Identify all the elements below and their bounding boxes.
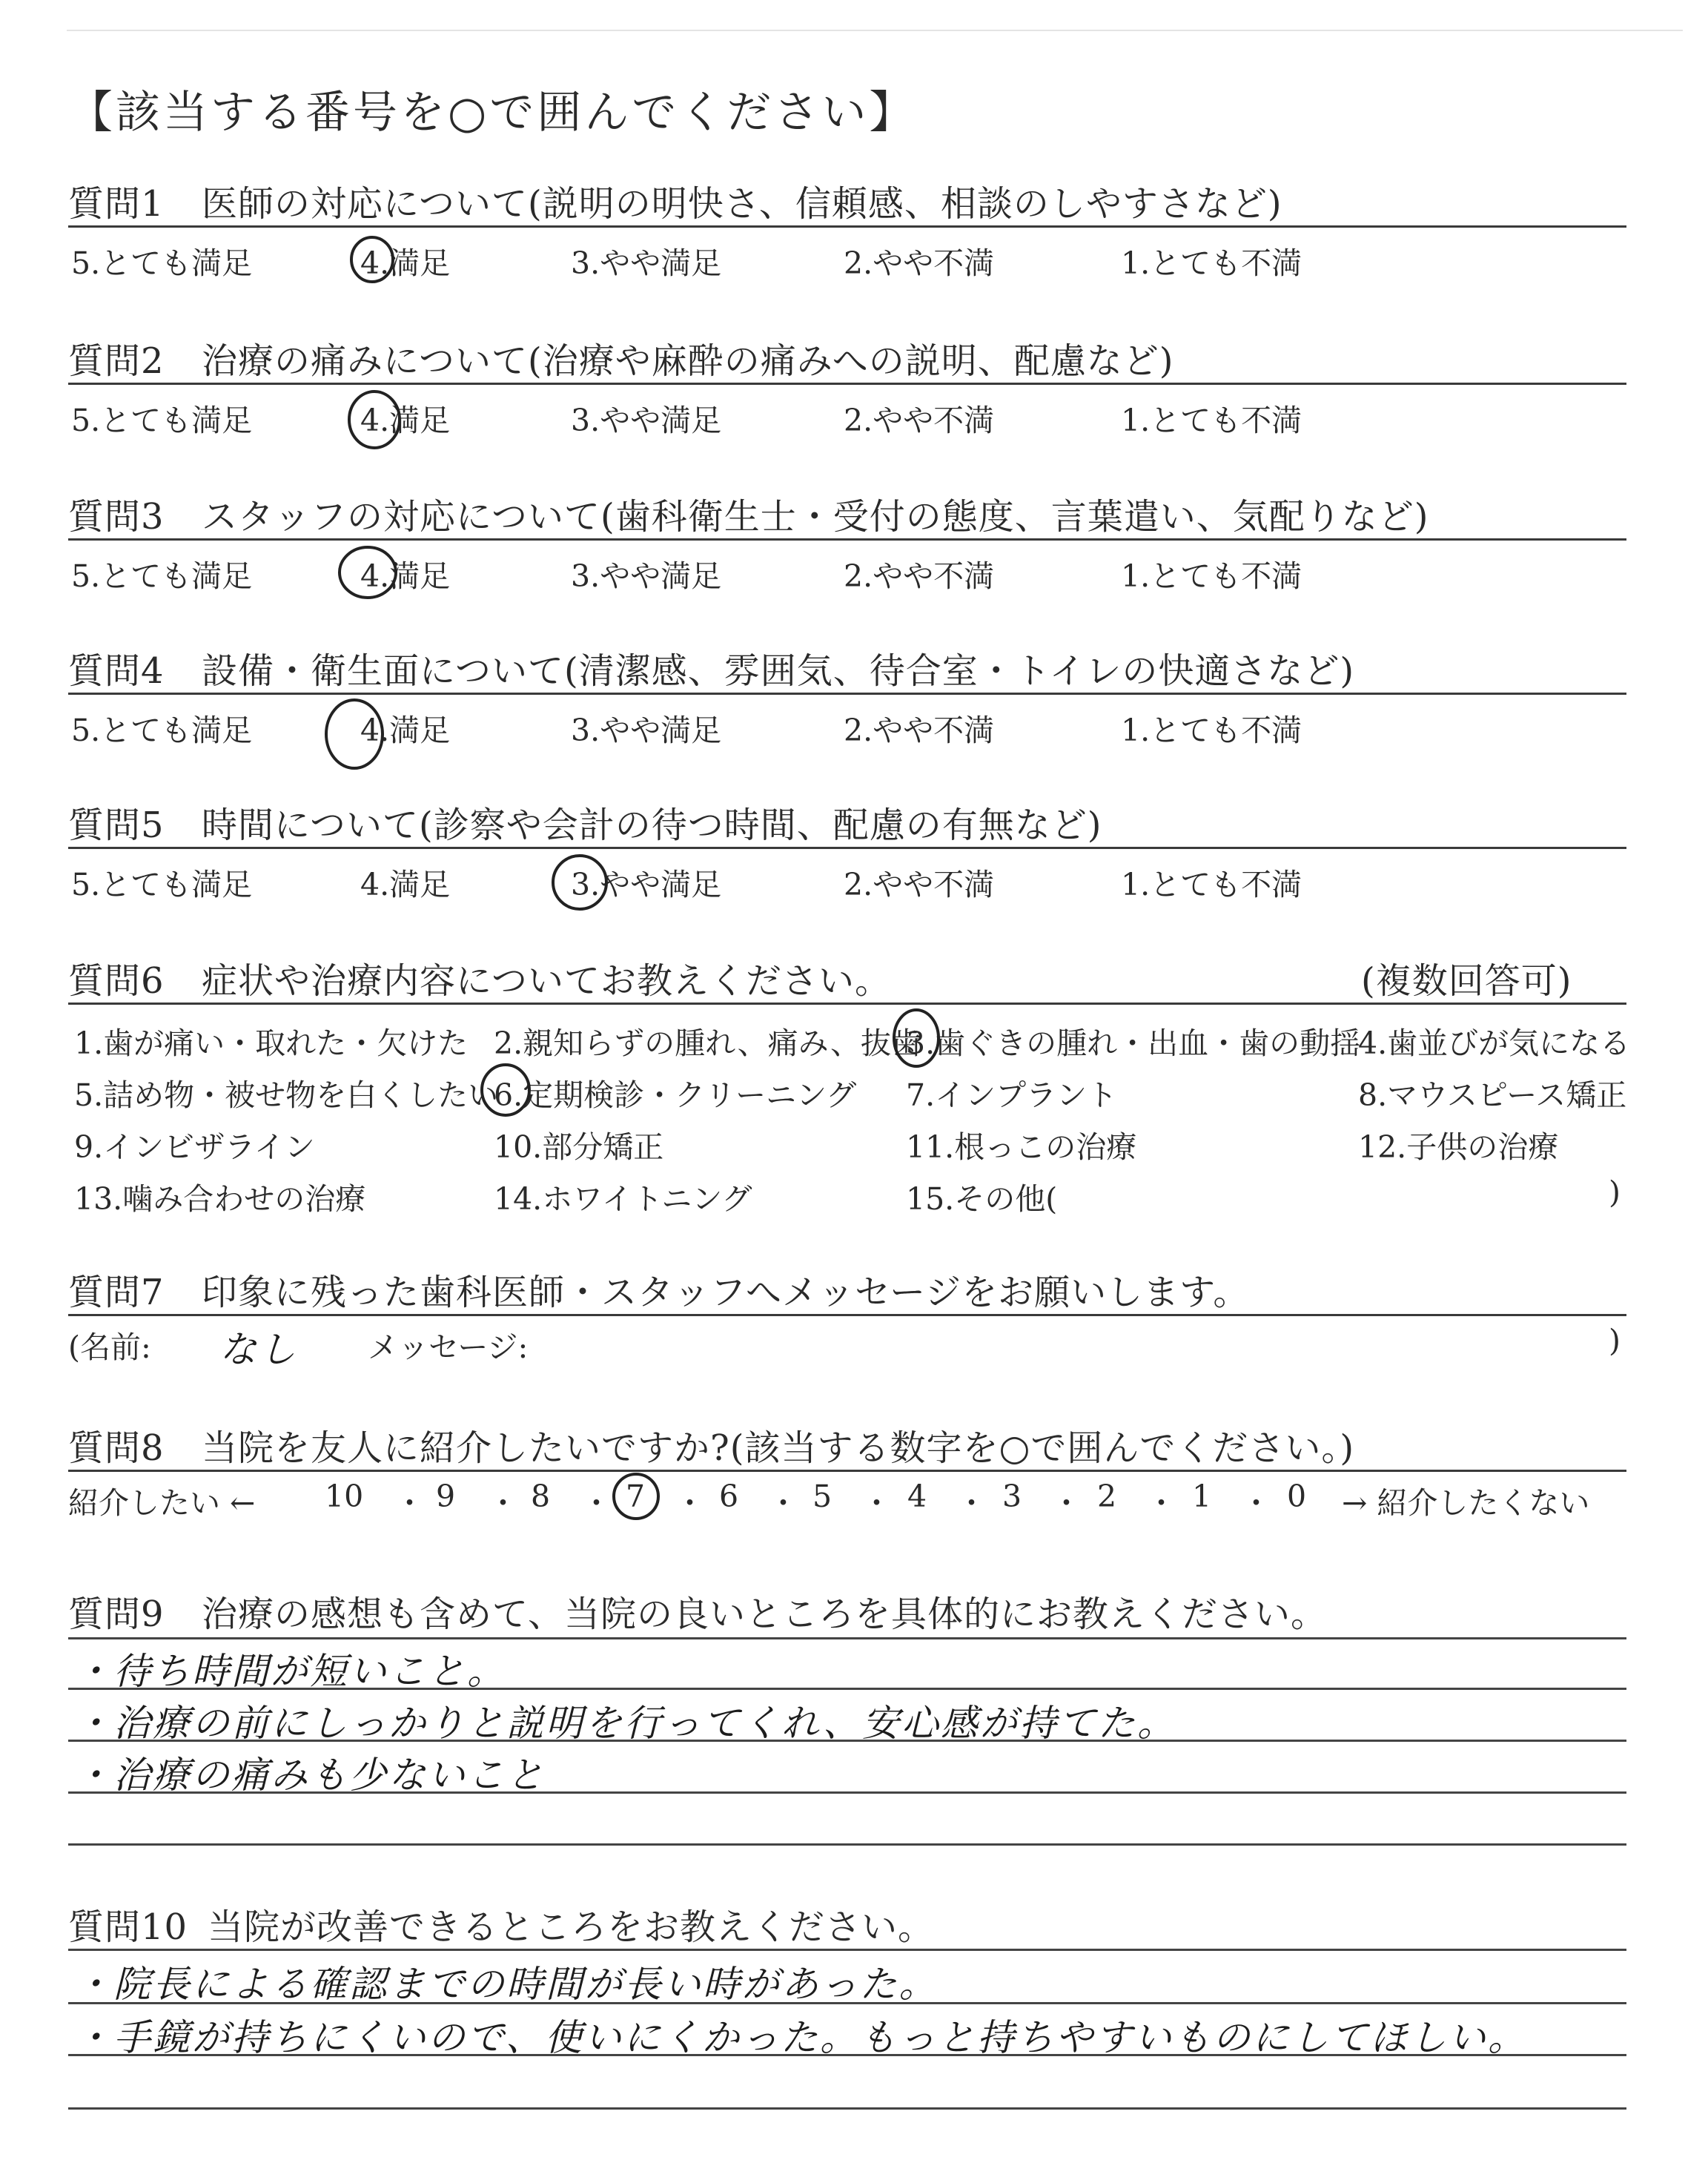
q8-sep: ・ [956, 1485, 987, 1521]
q1-label: 質問1 [68, 183, 165, 225]
q8-sep: ・ [861, 1485, 892, 1521]
q5-label: 質問5 [68, 805, 165, 846]
q6-item-11[interactable]: 11.根っこの治療 [906, 1129, 1137, 1165]
q8-scale-9[interactable]: 9 [436, 1479, 456, 1514]
q6-text: 症状や治療内容についてお教えください。 [202, 960, 892, 1002]
q8-left-label: 紹介したい ← [68, 1485, 256, 1521]
q8-scale-2[interactable]: 2 [1097, 1479, 1117, 1514]
q9-answer-2[interactable]: ・治療の前にしっかりと説明を行ってくれ、安心感が持てた。 [74, 1702, 1176, 1745]
q10-answer-2[interactable]: ・手鏡が持ちにくいので、使いにくかった。もっと持ちやすいものにしてほしい。 [74, 2016, 1527, 2059]
q10-text: 当院が改善できるところをお教えください。 [208, 1906, 935, 1948]
q6-item-12[interactable]: 12.子供の治療 [1358, 1129, 1559, 1165]
q5-option-4[interactable]: 4.満足 [360, 867, 451, 902]
q6-item-4[interactable]: 4.歯並びが気になる [1358, 1025, 1631, 1061]
q6-item-10[interactable]: 10.部分矯正 [494, 1129, 664, 1165]
q2-option-2[interactable]: 2.やや不満 [844, 403, 995, 438]
q6-item-6[interactable]: 6.定期検診・クリーニング [494, 1077, 857, 1113]
q6-item-14[interactable]: 14.ホワイトニング [494, 1181, 752, 1217]
q2-option-5[interactable]: 5.とても満足 [71, 403, 253, 438]
q4-selected-circle [326, 700, 383, 768]
q8-sep: ・ [488, 1485, 518, 1521]
q3-label: 質問3 [68, 496, 165, 538]
q10-label: 質問10 [68, 1906, 188, 1948]
q5-text: 時間について(診察や会計の待つ時間、配慮の有無など) [202, 805, 1102, 846]
q8-scale-5[interactable]: 5 [812, 1479, 833, 1514]
q4-label: 質問4 [68, 650, 165, 692]
q8-right-label: → 紹介したくない [1342, 1485, 1590, 1521]
q2-label: 質問2 [68, 340, 165, 382]
q5-option-1[interactable]: 1.とても不満 [1121, 867, 1302, 902]
q2-option-1[interactable]: 1.とても不満 [1121, 403, 1302, 438]
q2-text: 治療の痛みについて(治療や麻酔の痛みへの説明、配慮など) [202, 340, 1174, 382]
q6-item-15[interactable]: 15.その他( [906, 1181, 1058, 1217]
q8-selected-circle [614, 1474, 658, 1519]
q7-text: 印象に残った歯科医師・スタッフへメッセージをお願いします。 [202, 1272, 1250, 1313]
q8-sep: ・ [394, 1485, 425, 1521]
q8-scale-3[interactable]: 3 [1002, 1479, 1022, 1514]
q7-name-label: (名前: [68, 1330, 151, 1365]
q9-answer-3[interactable]: ・治療の痛みも少ないこと [74, 1754, 546, 1797]
q6-item-6-circle [482, 1065, 529, 1115]
q2-option-3[interactable]: 3.やや満足 [571, 403, 722, 438]
q6-item-3-circle [894, 1010, 939, 1066]
q6-item-2[interactable]: 2.親知らずの腫れ、痛み、抜歯 [494, 1025, 922, 1061]
q6-item-9[interactable]: 9.インビザライン [74, 1129, 315, 1165]
q8-scale-1[interactable]: 1 [1192, 1479, 1212, 1514]
q6-item-13[interactable]: 13.噛み合わせの治療 [74, 1181, 366, 1217]
q3-option-4[interactable]: 4.満足 [360, 558, 451, 594]
q5-option-2[interactable]: 2.やや不満 [844, 867, 995, 902]
q8-sep: ・ [675, 1485, 705, 1521]
q7-name-value[interactable]: なし [219, 1328, 298, 1371]
q9-label: 質問9 [68, 1593, 165, 1635]
q6-note: (複数回答可) [1361, 960, 1572, 1002]
q8-label: 質問8 [68, 1427, 165, 1469]
q8-scale-8[interactable]: 8 [531, 1479, 551, 1514]
q3-selected-circle [340, 547, 396, 598]
q3-option-5[interactable]: 5.とても満足 [71, 558, 253, 594]
q6-item-7[interactable]: 7.インプラント [906, 1077, 1118, 1113]
q6-item-5[interactable]: 5.詰め物・被せ物を白くしたい [74, 1077, 499, 1113]
q3-text: スタッフの対応について(歯科衛生士・受付の態度、言葉遣い、気配りなど) [202, 496, 1429, 538]
q1-option-5[interactable]: 5.とても満足 [71, 245, 253, 281]
q6-other-close: ) [1609, 1175, 1621, 1210]
q3-option-1[interactable]: 1.とても不満 [1121, 558, 1302, 594]
form-title: 【該当する番号を○で囲んでください】 [68, 87, 917, 139]
q1-option-3[interactable]: 3.やや満足 [571, 245, 722, 281]
q6-item-3[interactable]: 3.歯ぐきの腫れ・出血・歯の動揺 [906, 1025, 1361, 1061]
q6-label: 質問6 [68, 960, 165, 1002]
q8-scale-6[interactable]: 6 [719, 1479, 739, 1514]
q6-item-1[interactable]: 1.歯が痛い・取れた・欠けた [74, 1025, 469, 1061]
q10-answer-1[interactable]: ・院長による確認までの時間が長い時があった。 [74, 1963, 939, 2006]
q9-answer-1[interactable]: ・待ち時間が短いこと。 [74, 1650, 506, 1693]
q8-sep: ・ [581, 1485, 612, 1521]
q4-option-3[interactable]: 3.やや満足 [571, 713, 722, 748]
q1-selected-circle [351, 237, 393, 282]
q6-item-8[interactable]: 8.マウスピース矯正 [1358, 1077, 1627, 1113]
q1-option-2[interactable]: 2.やや不満 [844, 245, 995, 281]
q5-option-3[interactable]: 3.やや満足 [571, 867, 722, 902]
q5-selected-circle [553, 856, 606, 909]
q8-sep: ・ [1146, 1485, 1176, 1521]
q7-message-label: メッセージ: [368, 1330, 529, 1365]
q7-close-paren: ) [1609, 1323, 1621, 1358]
q5-option-5[interactable]: 5.とても満足 [71, 867, 253, 902]
q9-text: 治療の感想も含めて、当院の良いところを具体的にお教えください。 [202, 1593, 1328, 1635]
q8-scale-7[interactable]: 7 [626, 1479, 646, 1514]
q1-option-4[interactable]: 4.満足 [360, 245, 451, 281]
q8-scale-4[interactable]: 4 [907, 1479, 927, 1514]
q3-option-2[interactable]: 2.やや不満 [844, 558, 995, 594]
q7-label: 質問7 [68, 1272, 165, 1313]
q4-text: 設備・衛生面について(清潔感、雰囲気、待合室・トイレの快適さなど) [202, 650, 1355, 692]
q4-option-1[interactable]: 1.とても不満 [1121, 713, 1302, 748]
q1-text: 医師の対応について(説明の明快さ、信頼感、相談のしやすさなど) [202, 183, 1282, 225]
q4-option-2[interactable]: 2.やや不満 [844, 713, 995, 748]
q8-sep: ・ [768, 1485, 798, 1521]
q1-option-1[interactable]: 1.とても不満 [1121, 245, 1302, 281]
q8-text: 当院を友人に紹介したいですか?(該当する数字を○で囲んでください。) [202, 1427, 1355, 1469]
q3-option-3[interactable]: 3.やや満足 [571, 558, 722, 594]
q2-option-4[interactable]: 4.満足 [360, 403, 451, 438]
q8-scale-10[interactable]: 10 [325, 1479, 364, 1514]
q8-scale-0[interactable]: 0 [1287, 1479, 1307, 1514]
q8-sep: ・ [1241, 1485, 1271, 1521]
q4-option-4[interactable]: 4.満足 [360, 713, 451, 748]
q2-selected-circle [349, 392, 400, 448]
q4-option-5[interactable]: 5.とても満足 [71, 713, 253, 748]
q8-sep: ・ [1051, 1485, 1082, 1521]
